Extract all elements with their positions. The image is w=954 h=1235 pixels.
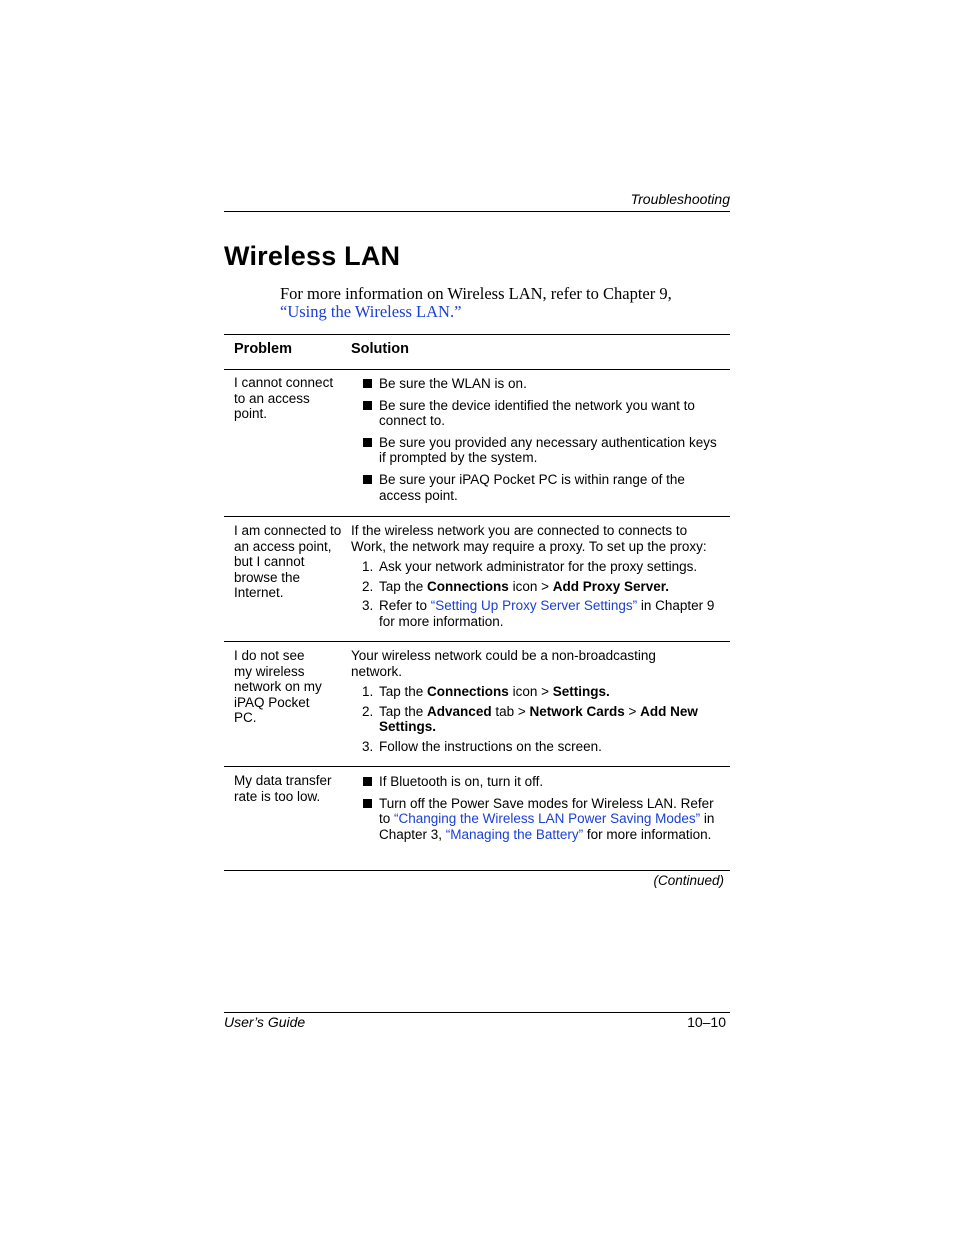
managing-battery-link[interactable]: “Managing the Battery” (445, 826, 584, 842)
list-item: 3. Follow the instructions on the screen. (362, 738, 602, 754)
page-title: Wireless LAN (224, 241, 401, 271)
page-number: 10–10 (687, 1014, 726, 1030)
solution-cell (351, 774, 723, 848)
problem-cell: I do not see my wireless network on my iPAQ Pocket PC. (234, 648, 322, 726)
list-item: If Bluetooth is on, turn it off. (351, 774, 723, 790)
table-row (224, 642, 730, 767)
list-item: 2. Tap the Connections icon > Add Proxy Server. (362, 578, 670, 594)
list-item: Be sure your iPAQ Pocket PC is within range of the access point. (351, 472, 723, 503)
list-item: Turn off the Power Save modes for Wireless LAN. Refer to “Changing the Wireless LAN Power Saving Modes” in Chapter 3, “Managing the Battery” for more information. (351, 796, 723, 843)
bullet-square-icon (363, 438, 372, 447)
intro-paragraph (280, 285, 730, 321)
troubleshooting-table (224, 334, 730, 871)
list-item: Be sure the WLAN is on. (351, 376, 723, 392)
power-saving-link[interactable]: “Changing the Wireless LAN Power Saving Modes” (394, 811, 701, 827)
footer-rule (224, 1012, 730, 1013)
continued-note: (Continued) (653, 873, 724, 888)
bullet-square-icon (363, 475, 372, 484)
solution-lead: Your wireless network could be a non-broadcasting network. (351, 648, 656, 679)
list-item: 1. Ask your network administrator for the proxy settings. (362, 559, 698, 575)
problem-cell: My data transfer rate is too low. (234, 773, 332, 804)
table-row (224, 767, 730, 871)
bullet-square-icon (363, 401, 372, 410)
solution-cell (351, 376, 723, 509)
proxy-settings-link[interactable]: “Setting Up Proxy Server Settings” (430, 598, 638, 614)
table-row (224, 370, 730, 517)
list-item: Be sure you provided any necessary authentication keys if prompted by the system. (351, 435, 723, 466)
bullet-square-icon (363, 777, 372, 786)
header-problem: Problem (234, 341, 293, 357)
running-head: Troubleshooting (630, 191, 730, 207)
intro-text: For more information on Wireless LAN, refer to Chapter 9, (280, 284, 672, 303)
problem-cell: I cannot connect to an access point. (234, 375, 334, 422)
list-item: 1. Tap the Connections icon > Settings. (362, 684, 610, 700)
list-item: Be sure the device identified the network you want to connect to. (351, 398, 723, 429)
solution-cell (351, 648, 723, 759)
bullet-square-icon (363, 379, 372, 388)
intro-link[interactable]: “Using the Wireless LAN.” (280, 302, 462, 321)
header-solution: Solution (351, 341, 409, 357)
header-rule (224, 211, 730, 212)
table-header (224, 335, 730, 370)
solution-cell (351, 523, 723, 634)
problem-cell: I am connected to an access point, but I cannot browse the Internet. (234, 523, 342, 601)
bullet-square-icon (363, 799, 372, 808)
table-row (224, 517, 730, 642)
solution-lead: If the wireless network you are connected to connects to Work, the network may require a proxy. To set up the proxy: (351, 523, 707, 554)
list-item: 3. Refer to “Setting Up Proxy Server Settings” in Chapter 9 for more information. (362, 598, 715, 629)
list-item: 2. Tap the Advanced tab > Network Cards > Add New Settings. (362, 703, 698, 735)
footer-guide-title: User’s Guide (224, 1014, 306, 1030)
